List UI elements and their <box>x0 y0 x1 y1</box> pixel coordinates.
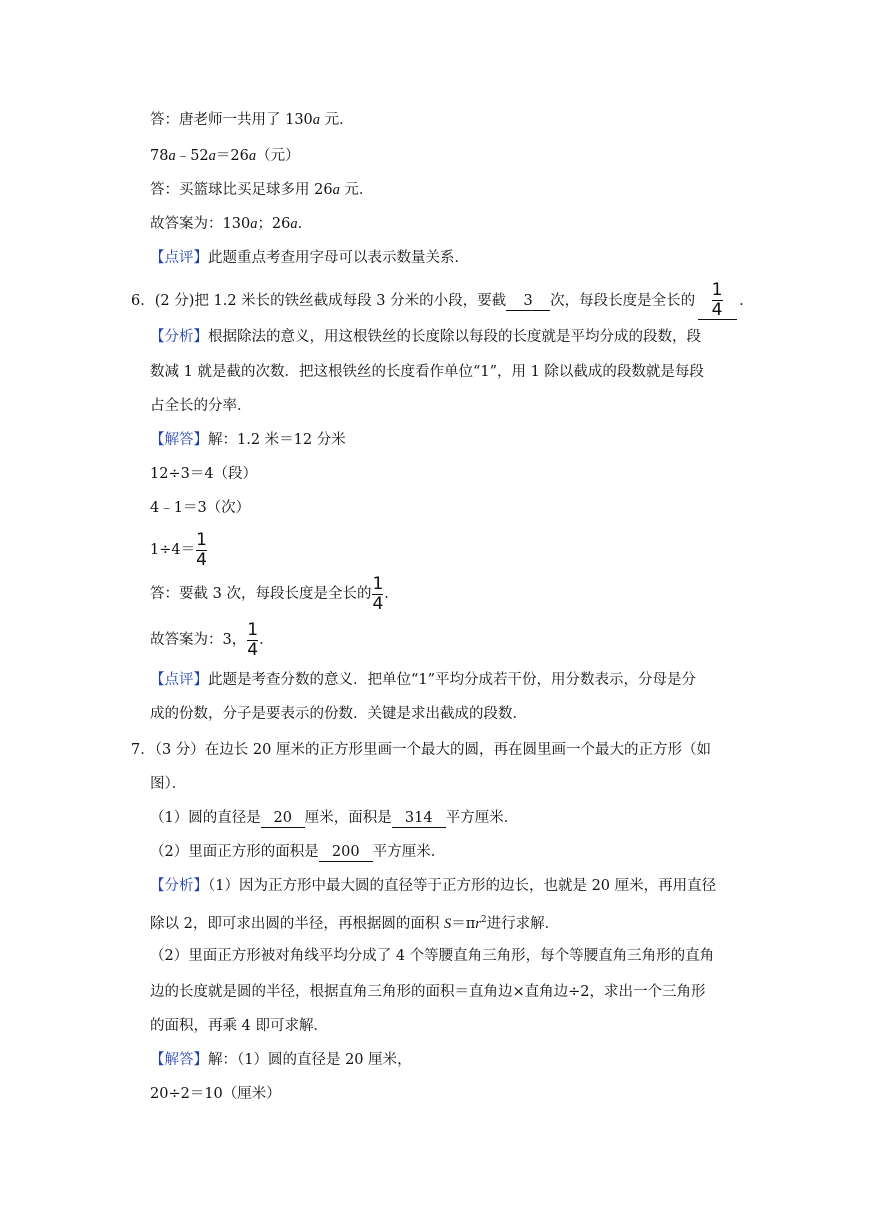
q6-analysis-line-3: 占全长的分率． <box>150 398 252 414</box>
q5-answer-total: 答：唐老师一共用了 130a 元． <box>150 112 354 128</box>
q7-stem-line-1: 7．（3 分）在边长 20 厘米的正方形里画一个最大的圆，再在圆里画一个最大的正方形（如 <box>131 742 711 758</box>
analysis-tag: 【分析】 <box>150 878 208 894</box>
fraction: $\frac{1}{4}$ <box>196 529 207 570</box>
fraction: $\frac{1}{4}$ <box>247 619 259 660</box>
q5-calculation: 78a﹣52a＝26a（元） <box>150 148 300 164</box>
q6-calc-1: 12÷3＝4（段） <box>150 466 258 482</box>
q6-answer: 答：要截 3 次，每段长度是全长的 $\frac{1}{4}$ ． <box>150 573 399 614</box>
analysis-tag: 【分析】 <box>150 329 208 345</box>
q7-calc-1: 20÷2＝10（厘米） <box>150 1086 281 1102</box>
q7-analysis-line-3: （2）里面正方形被对角线平均分成了 4 个等腰直角三角形，每个等腰直角三角形的直角 <box>150 948 715 964</box>
q7-sub-question-1: （1）圆的直径是 20 厘米，面积是 314 平方厘米． <box>150 810 519 826</box>
q6-answer-blank-1: 3 <box>506 292 550 311</box>
q7-answer-blank-2: 314 <box>392 809 446 828</box>
q6-stem: 6．(2 分)把 1.2 米长的铁丝截成每段 3 分米的小段，要截 3 次，每段长度是全长的 $\frac{1}{4}$ ． <box>131 280 754 320</box>
q7-answer-blank-3: 200 <box>319 843 373 862</box>
fraction: $\frac{1}{4}$ <box>372 573 384 614</box>
q7-answer-blank-1: 20 <box>261 809 305 828</box>
q7-analysis-line-2: 除以 2，即可求出圆的半径，再根据圆的面积 $S=\pi r^2$进行求解． <box>150 915 560 932</box>
review-tag: 【点评】 <box>150 672 208 688</box>
q7-sub-question-2: （2）里面正方形的面积是 200 平方厘米． <box>150 844 446 860</box>
q6-calc-2: 4﹣1＝3（次） <box>150 500 251 516</box>
q6-solution: 【解答】解：1.2 米＝12 分米 <box>150 432 346 448</box>
q7-stem-line-2: 图）． <box>150 776 187 792</box>
review-tag: 【点评】 <box>150 250 208 266</box>
q6-review-line-2: 成的份数，分子是要表示的份数．关键是求出截成的段数． <box>150 706 527 722</box>
q6-analysis-line-2: 数减 1 就是截的次数．把这根铁丝的长度看作单位“1”，用 1 除以截成的段数就是每段 <box>150 364 704 380</box>
q5-final-answer: 故答案为：130a；26a． <box>150 216 313 232</box>
q7-analysis-line-1: 【分析】（1）因为正方形中最大圆的直径等于正方形的边长，也就是 20 厘米，再用直径 <box>150 878 717 894</box>
solution-tag: 【解答】 <box>150 1052 208 1068</box>
q7-solution: 【解答】解：（1）圆的直径是 20 厘米， <box>150 1052 412 1068</box>
q6-analysis-line-1: 【分析】根据除法的意义，用这根铁丝的长度除以每段的长度就是平均分成的段数，段 <box>150 329 701 345</box>
q7-analysis-line-5: 的面积，再乘 4 即可求解． <box>150 1018 328 1034</box>
solution-tag: 【解答】 <box>150 432 208 448</box>
q6-review-line-1: 【点评】此题是考查分数的意义．把单位“1”平均分成若干份，用分数表示，分母是分 <box>150 672 697 688</box>
q7-analysis-line-4: 边的长度就是圆的半径，根据直角三角形的面积＝直角边×直角边÷2，求出一个三角形 <box>150 984 706 1000</box>
q6-answer-blank-2: $\frac{1}{4}$ <box>695 282 739 320</box>
q5-review: 【点评】此题重点考查用字母可以表示数量关系． <box>150 250 469 266</box>
q6-calc-3: 1÷4＝ $\frac{1}{4}$ <box>150 529 207 570</box>
q6-final-answer: 故答案为：3， $\frac{1}{4}$ ． <box>150 619 274 660</box>
q5-answer-difference: 答：买篮球比买足球多用 26a 元． <box>150 182 374 198</box>
